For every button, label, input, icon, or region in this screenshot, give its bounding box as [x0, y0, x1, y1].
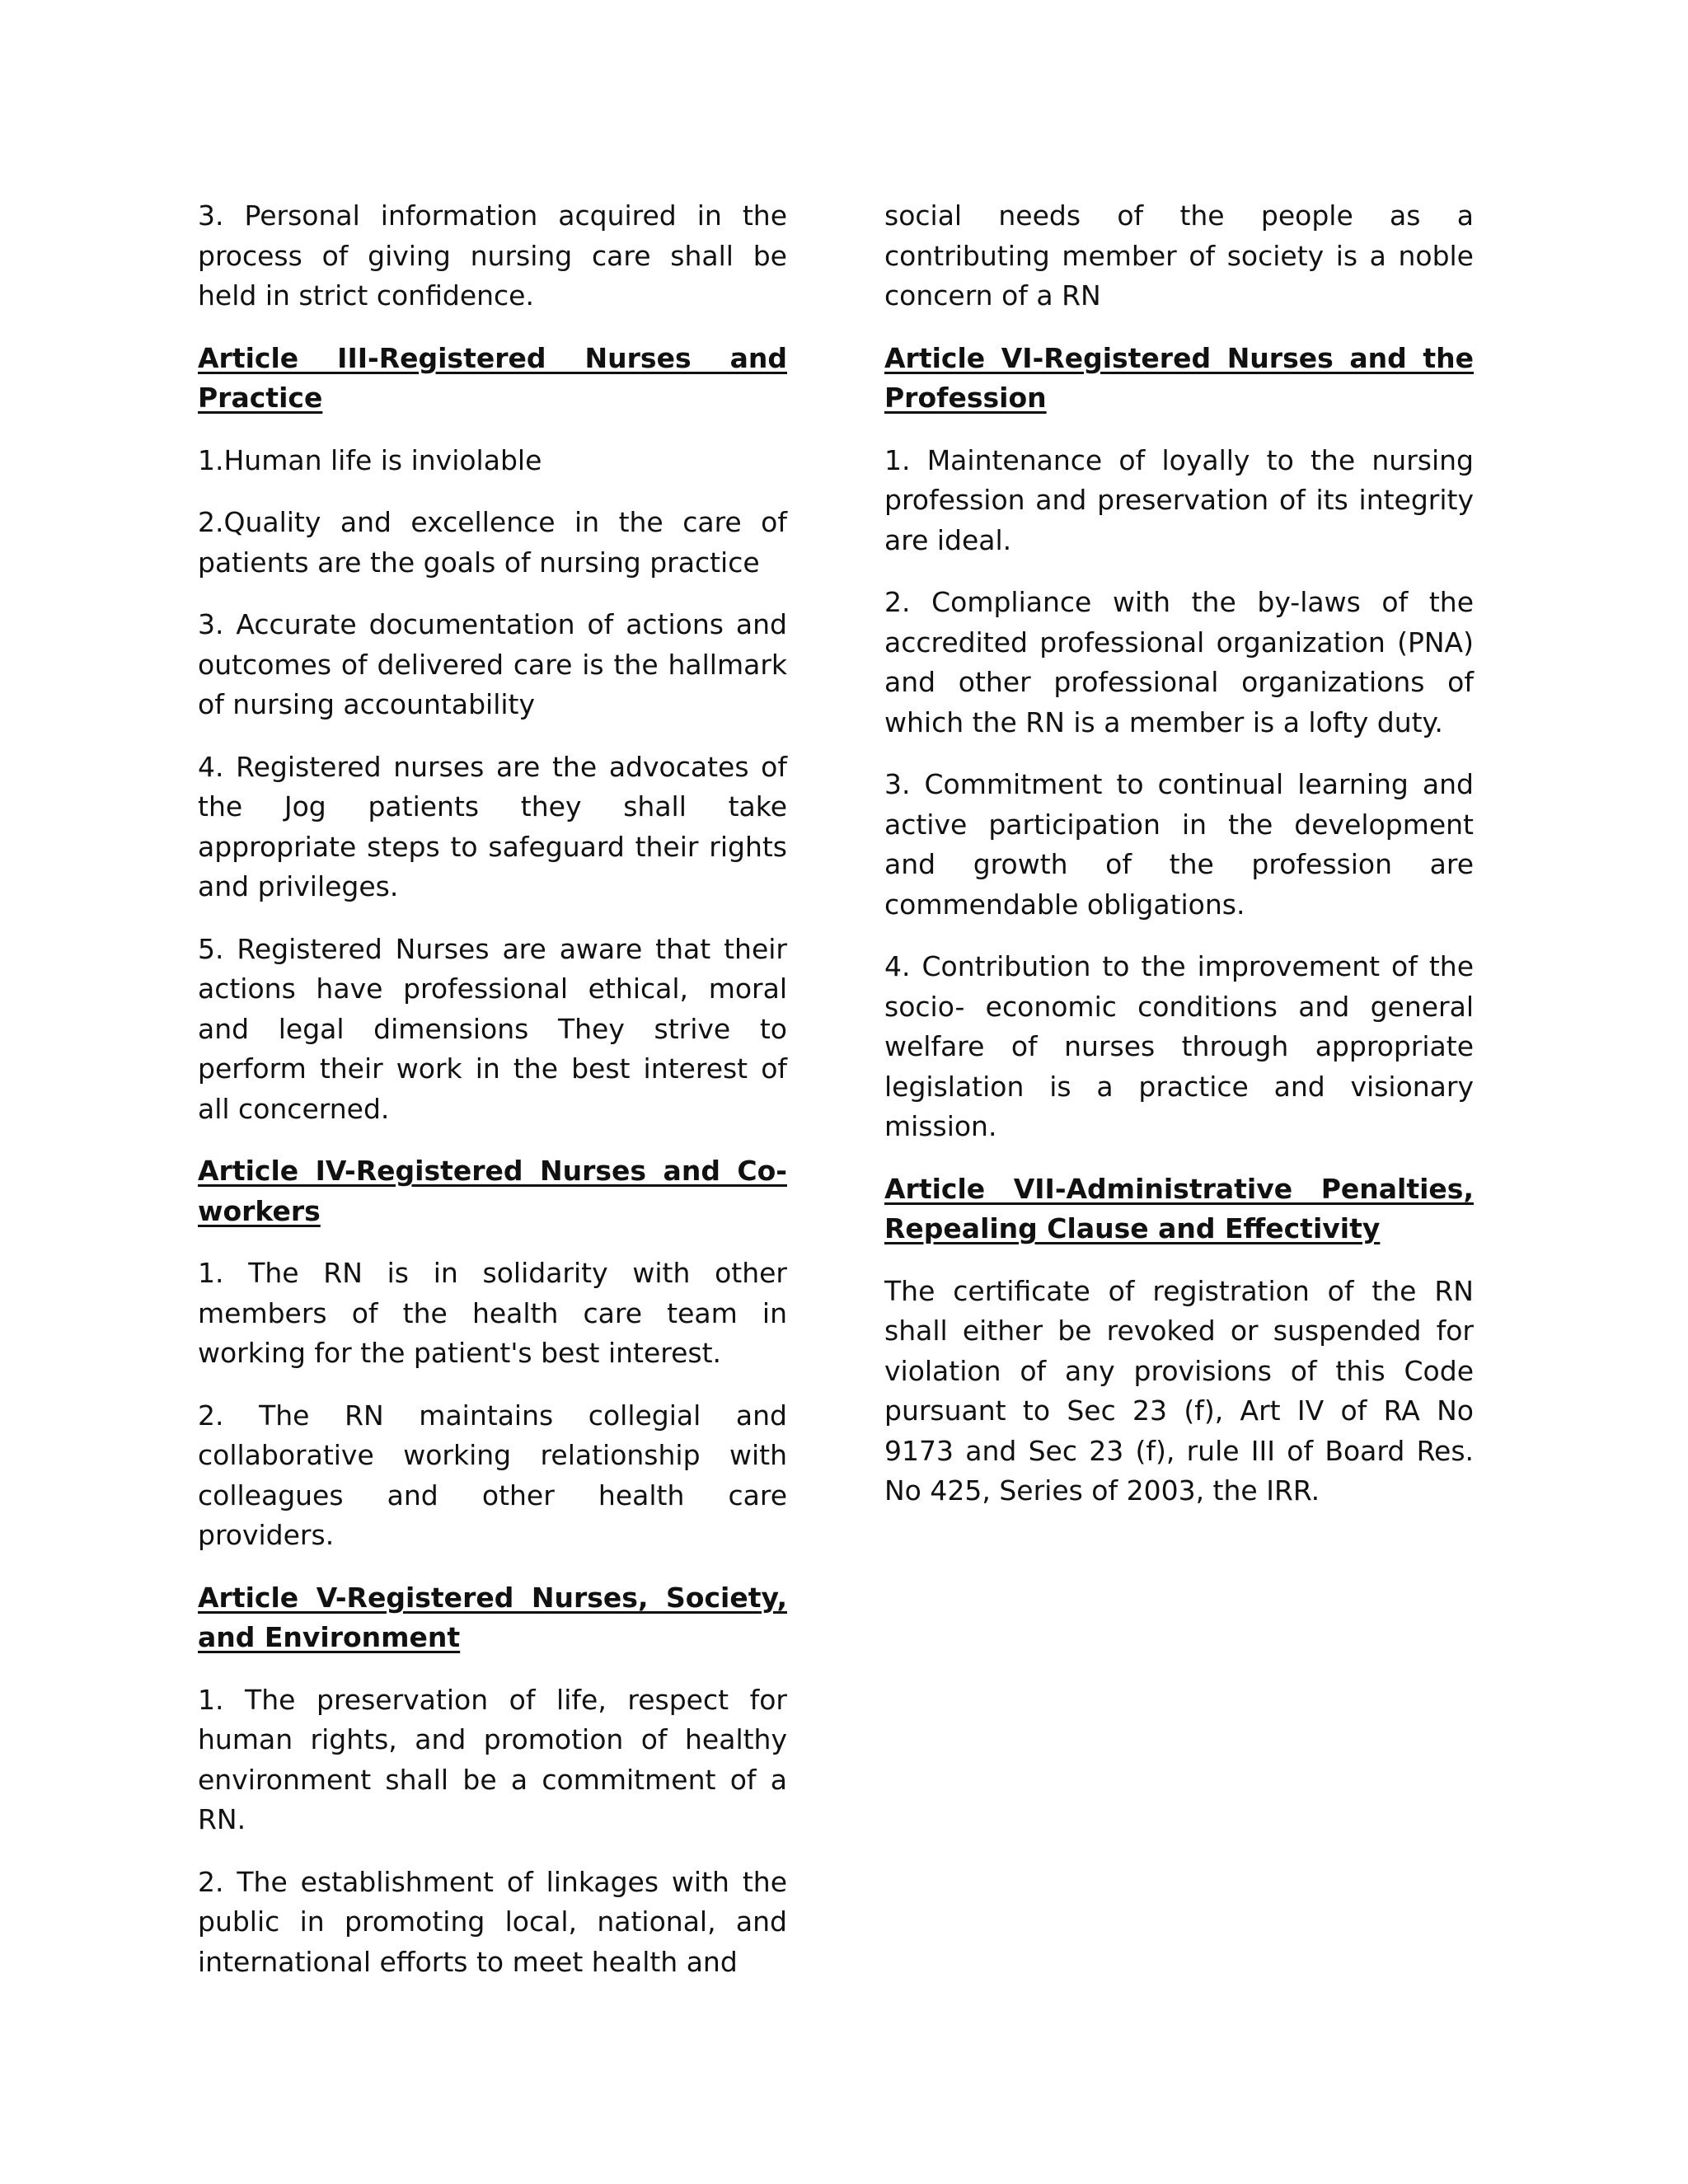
paragraph-art2-item3: 3. Personal information acquired in the process of giving nursing care shall be held in strict confidence. [198, 199, 787, 312]
right-column [884, 196, 1474, 1534]
article-5-heading: Article V-Registered Nurses, Society, and Environment [198, 1581, 787, 1653]
article-5-item-2-continued: social needs of the people as a contributing member of society is a noble concern of a RN [884, 199, 1474, 312]
left-column [198, 196, 787, 2004]
article-6-item-1: 1. Maintenance of loyally to the nursing profession and preservation of its integrity are ideal. [884, 443, 1474, 556]
article-3-item-4: 4. Registered nurses are the advocates of the Jog patients they shall take appropriate steps to safeguard their rights and privileges. [198, 750, 787, 902]
article-4-heading: Article IV-Registered Nurses and Co-workers [198, 1155, 787, 1227]
article-3-item-3: 3. Accurate documentation of actions and outcomes of delivered care is the hallmark of nursing accountability [198, 608, 787, 720]
article-6-heading: Article VI-Registered Nurses and the Profession [884, 341, 1474, 414]
article-3-item-1: 1.Human life is inviolable [198, 443, 542, 476]
article-5-item-2: 2. The establishment of linkages with the public in promoting local, national, and international efforts to meet health and [198, 1865, 787, 1978]
article-7-heading: Article VII-Administrative Penalties, Repealing Clause and Effectivity [884, 1172, 1474, 1244]
article-7-text: The certificate of registration of the RN shall either be revoked or suspended for violation of any provisions of this Code pursuant to Sec 23 (f), Art IV of RA No 9173 and Sec 23 (f), rule III of Board Res. No 425, Series of 2003, the IRR. [884, 1274, 1474, 1507]
article-6-item-3: 3. Commitment to continual learning and active participation in the development and growth of the profession are commendable obligations. [884, 768, 1474, 921]
article-3-heading: Article III-Registered Nurses and Practice [198, 341, 787, 414]
article-3-item-2: 2.Quality and excellence in the care of patients are the goals of nursing practice [198, 506, 787, 579]
article-6-item-2: 2. Compliance with the by-laws of the accredited professional organization (PNA) and other professional organizations of which the RN is a member is a lofty duty. [884, 586, 1474, 738]
article-5-item-1: 1. The preservation of life, respect for human rights, and promotion of healthy environment shall be a commitment of a RN. [198, 1683, 787, 1835]
article-4-item-2: 2. The RN maintains collegial and collaborative working relationship with colleagues and other health care providers. [198, 1399, 787, 1551]
article-4-item-1: 1. The RN is in solidarity with other members of the health care team in working for the patient's best interest. [198, 1257, 787, 1369]
article-6-item-4: 4. Contribution to the improvement of the socio- economic conditions and general welfare of nurses through appropriate legislation is a practice and visionary mission. [884, 950, 1474, 1142]
article-3-item-5: 5. Registered Nurses are aware that their actions have professional ethical, moral and legal dimensions They strive to perform their work in the best interest of all concerned. [198, 932, 787, 1125]
